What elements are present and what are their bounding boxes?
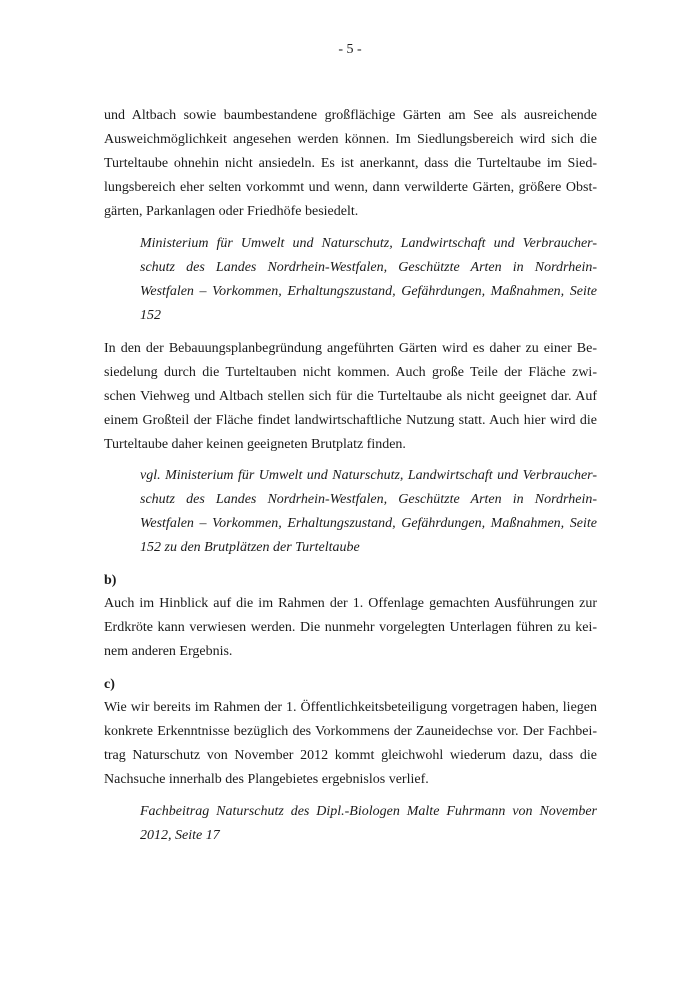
body-paragraph <box>104 696 597 792</box>
quote-line: Fachbeitrag Naturschutz des Dipl.-Biologen Malte Fuhrmann von November <box>140 804 597 819</box>
paragraph-line: Ausweichmöglichkeit angesehen werden können. Im Siedlungsbereich wird sich die <box>104 132 597 147</box>
body-paragraph <box>104 104 597 224</box>
quote-line: schutz des Landes Nordrhein-Westfalen, Geschützte Arten in Nordrhein- <box>140 492 597 507</box>
paragraph-line: trag Naturschutz von November 2012 kommt gleichwohl wiederum dazu, dass die <box>104 748 597 763</box>
quote-line: Ministerium für Umwelt und Naturschutz, Landwirtschaft und Verbraucher- <box>140 236 597 251</box>
paragraph-line: Nachsuche innerhalb des Plangebietes ergebnislos verlief. <box>104 772 429 787</box>
quote-line: vgl. Ministerium für Umwelt und Naturschutz, Landwirtschaft und Verbraucher- <box>140 468 597 483</box>
section-heading-c: c) <box>104 677 115 692</box>
paragraph-line: siedelung durch die Turteltauben nicht kommen. Auch große Teile der Fläche zwi- <box>104 365 597 380</box>
paragraph-line: Erdkröte kann verwiesen werden. Die nunmehr vorgelegten Unterlagen führen zu kei- <box>104 620 597 635</box>
paragraph-line: einem Großteil der Fläche findet landwirtschaftliche Nutzung statt. Auch hier wird die <box>104 413 597 428</box>
paragraph-line: nem anderen Ergebnis. <box>104 644 233 659</box>
paragraph-line: Wie wir bereits im Rahmen der 1. Öffentlichkeitsbeteiligung vorgetragen haben, liegen <box>104 700 597 715</box>
paragraph-line: Turteltaube daher keinen geeigneten Brutplatz finden. <box>104 437 406 452</box>
paragraph-line: schen Viehweg und Altbach stellen sich für die Turteltaube als nicht geeignet dar. Auf <box>104 389 597 404</box>
body-paragraph <box>104 592 597 664</box>
quote-line: Westfalen – Vorkommen, Erhaltungszustand, Gefährdungen, Maßnahmen, Seite <box>140 516 597 531</box>
page-number: - 5 - <box>338 42 362 57</box>
quote-line: 152 zu den Brutplätzen der Turteltaube <box>140 540 360 555</box>
paragraph-line: Auch im Hinblick auf die im Rahmen der 1. Offenlage gemachten Ausführungen zur <box>104 596 597 611</box>
citation-quote <box>140 464 597 560</box>
paragraph-line: gärten, Parkanlagen oder Friedhöfe besiedelt. <box>104 204 359 219</box>
quote-line: 2012, Seite 17 <box>140 828 220 843</box>
paragraph-line: konkrete Erkenntnisse bezüglich des Vorkommens der Zauneidechse vor. Der Fachbei- <box>104 724 597 739</box>
section-heading-b: b) <box>104 573 117 588</box>
paragraph-line: Turteltaube ohnehin nicht ansiedeln. Es ist anerkannt, dass die Turteltaube im Sied- <box>104 156 597 171</box>
body-paragraph <box>104 337 597 457</box>
citation-quote <box>140 800 597 848</box>
quote-line: schutz des Landes Nordrhein-Westfalen, Geschützte Arten in Nordrhein- <box>140 260 597 275</box>
quote-line: Westfalen – Vorkommen, Erhaltungszustand, Gefährdungen, Maßnahmen, Seite <box>140 284 597 299</box>
paragraph-line: In den der Bebauungsplanbegründung angeführten Gärten wird es daher zu einer Be- <box>104 341 597 356</box>
paragraph-line: und Altbach sowie baumbestandene großflächige Gärten am See als ausreichende <box>104 108 597 123</box>
quote-line: 152 <box>140 308 161 323</box>
paragraph-line: lungsbereich eher selten vorkommt und wenn, dann verwilderte Gärten, größere Obst- <box>104 180 597 195</box>
citation-quote <box>140 232 597 328</box>
